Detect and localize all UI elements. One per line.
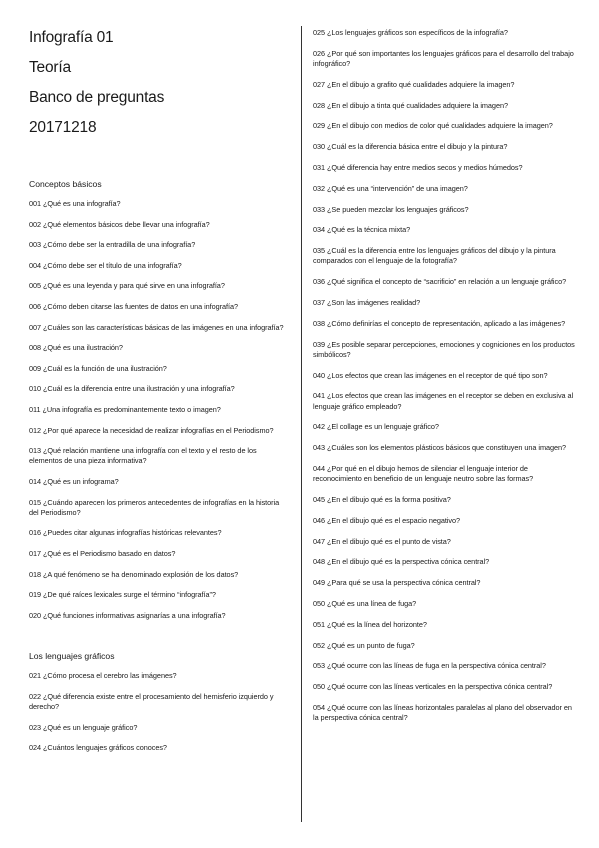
question-item: 006 ¿Cómo deben citarse las fuentes de datos en una infografía? — [29, 301, 239, 311]
question-item: 029 ¿En el dibujo con medios de color qué cualidades adquiere la imagen? — [313, 121, 553, 131]
doc-title-bank: Banco de preguntas — [29, 89, 165, 106]
question-item: 007 ¿Cuáles son las características básicas de las imágenes en una infografía? — [29, 322, 284, 332]
question-item: 040 ¿Los efectos que crean las imágenes en el receptor de qué tipo son? — [313, 370, 548, 380]
question-item: 026 ¿Por qué son importantes los lenguajes gráficos para el desarrollo del trabajo infográfico? — [313, 48, 574, 68]
question-item: 002 ¿Qué elementos básicos debe llevar una infografía? — [29, 219, 210, 229]
question-item: 028 ¿En el dibujo a tinta qué cualidades adquiere la imagen? — [313, 100, 508, 110]
question-item: 035 ¿Cuál es la diferencia entre los lenguajes gráficos del dibujo y la pintura comparados con el lenguaje de la fotografía? — [313, 246, 556, 266]
question-item: 032 ¿Qué es una “intervención” de una imagen? — [313, 183, 468, 193]
question-item: 018 ¿A qué fenómeno se ha denominado explosión de los datos? — [29, 569, 239, 579]
question-item: 052 ¿Qué es un punto de fuga? — [313, 640, 415, 650]
question-item: 011 ¿Una infografía es predominantemente texto o imagen? — [29, 404, 221, 414]
left-column — [29, 28, 285, 764]
question-item: 003 ¿Cómo debe ser la entradilla de una infografía? — [29, 240, 196, 250]
question-item: 005 ¿Qué es una leyenda y para qué sirve en una infografía? — [29, 281, 225, 291]
right-column — [313, 28, 575, 734]
question-item: 017 ¿Qué es el Periodismo basado en datos? — [29, 548, 176, 558]
question-item: 010 ¿Cuál es la diferencia entre una ilustración y una infografía? — [29, 384, 235, 394]
question-item: 008 ¿Qué es una ilustración? — [29, 343, 123, 353]
doc-title-subject: Teoría — [29, 59, 71, 76]
spacer — [29, 148, 285, 179]
question-item: 054 ¿Qué ocurre con las líneas horizontales paralelas al plano del observador en la perspectiva cónica central? — [313, 702, 572, 723]
question-item: 038 ¿Cómo definirías el concepto de representación, aplicado a las imágenes? — [313, 318, 566, 328]
question-item: 045 ¿En el dibujo qué es la forma positiva? — [313, 494, 451, 504]
spacer — [29, 631, 285, 651]
question-item: 041 ¿Los efectos que crean las imágenes en el receptor se deben en exclusiva al lenguaje gráfico empleado? — [313, 391, 574, 411]
question-item: 043 ¿Cuáles son los elementos plásticos básicos que constituyen una imagen? — [313, 443, 567, 453]
question-list-continued — [313, 28, 575, 723]
question-item: 033 ¿Se pueden mezclar los lenguajes gráficos? — [313, 204, 469, 214]
question-item: 046 ¿En el dibujo qué es el espacio negativo? — [313, 515, 461, 525]
question-item: 012 ¿Por qué aparece la necesidad de realizar infografías en el Periodismo? — [29, 425, 274, 435]
column-divider — [301, 26, 302, 822]
question-item: 042 ¿El collage es un lenguaje gráfico? — [313, 422, 439, 432]
question-item: 022 ¿Qué diferencia existe entre el procesamiento del hemisferio izquierdo y derecho? — [29, 691, 274, 712]
question-item: 024 ¿Cuántos lenguajes gráficos conoces? — [29, 743, 167, 753]
question-item: 047 ¿En el dibujo qué es el punto de vista? — [313, 536, 451, 546]
question-item: 016 ¿Puedes citar algunas infografías históricas relevantes? — [29, 528, 222, 538]
question-item: 015 ¿Cuándo aparecen los primeros antecedentes de infografías en la historia del Periodismo? — [29, 497, 280, 517]
question-list-conceptos — [29, 199, 285, 621]
question-item: 051 ¿Qué es la línea del horizonte? — [313, 619, 427, 629]
section-title-conceptos: Conceptos básicos — [29, 179, 102, 189]
question-item: 053 ¿Qué ocurre con las líneas de fuga en la perspectiva cónica central? — [313, 661, 546, 671]
question-item: 048 ¿En el dibujo qué es la perspectiva cónica central? — [313, 557, 490, 567]
question-item: 021 ¿Cómo procesa el cerebro las imágenes? — [29, 671, 177, 681]
question-item: 014 ¿Qué es un infograma? — [29, 476, 119, 486]
question-item: 037 ¿Son las imágenes realidad? — [313, 297, 421, 307]
question-item: 049 ¿Para qué se usa la perspectiva cónica central? — [313, 578, 481, 588]
question-item: 027 ¿En el dibujo a grafito qué cualidades adquiere la imagen? — [313, 79, 515, 89]
question-item: 004 ¿Cómo debe ser el título de una infografía? — [29, 260, 182, 270]
question-item: 039 ¿Es posible separar percepciones, emociones y cogniciones en los productos simbólicos? — [313, 339, 575, 359]
question-item: 025 ¿Los lenguajes gráficos son específicos de la infografía? — [313, 28, 508, 37]
question-item: 001 ¿Qué es una infografía? — [29, 199, 121, 208]
question-item: 036 ¿Qué significa el concepto de “sacrificio” en relación a un lenguaje gráfico? — [313, 277, 567, 287]
question-item: 013 ¿Qué relación mantiene una infografía con el texto y el resto de los elementos de una pieza informativa? — [29, 446, 257, 466]
question-item: 030 ¿Cuál es la diferencia básica entre el dibujo y la pintura? — [313, 142, 508, 152]
question-item: 023 ¿Qué es un lenguaje gráfico? — [29, 722, 138, 732]
question-item: 044 ¿Por qué en el dibujo hemos de silenciar el lenguaje interior de reconocimiento en beneficio de un lenguaje neutro sobre las formas? — [313, 463, 534, 484]
question-item: 034 ¿Qué es la técnica mixta? — [313, 225, 411, 235]
question-item: 050 ¿Qué ocurre con las líneas verticales en la perspectiva cónica central? — [313, 682, 553, 692]
question-list-lenguajes — [29, 671, 285, 753]
question-item: 009 ¿Cuál es la función de una ilustración? — [29, 363, 167, 373]
question-item: 019 ¿De qué raíces lexicales surge el término “infografía”? — [29, 590, 216, 600]
question-item: 031 ¿Qué diferencia hay entre medios secos y medios húmedos? — [313, 162, 523, 172]
question-item: 020 ¿Qué funciones informativas asignarías a una infografía? — [29, 610, 226, 620]
question-item: 050 ¿Qué es una línea de fuga? — [313, 598, 417, 608]
section-title-lenguajes: Los lenguajes gráficos — [29, 651, 115, 662]
doc-title-course: Infografía 01 — [29, 29, 114, 46]
doc-title-date: 20171218 — [29, 119, 97, 136]
